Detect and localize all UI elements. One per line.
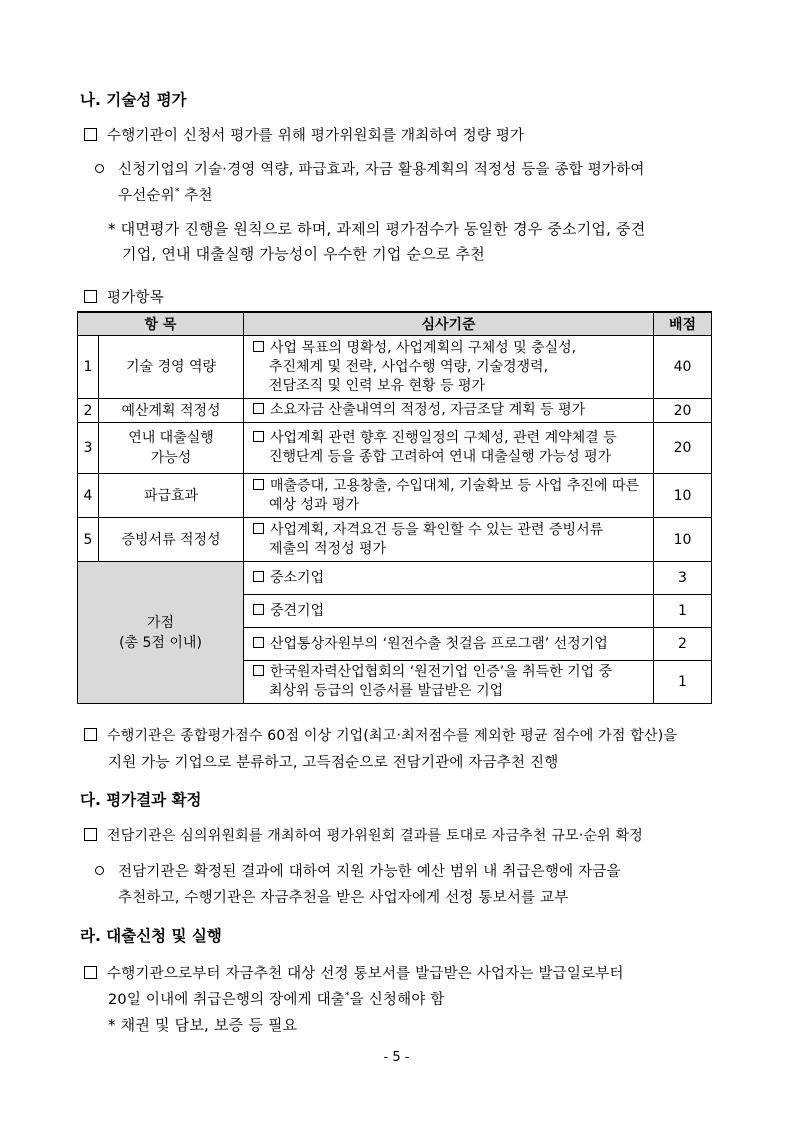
checkbox-square-icon: [84, 728, 97, 741]
table-row: 3 연내 대출실행 가능성 사업계획 관련 향후 진행일정의 구체성, 관련 계약체결 등 진행단계 등을 종합 고려하여 연내 대출실행 가능성 평가 20: [78, 423, 712, 474]
table-row: 2 예산계획 적정성 소요자금 산출내역의 적정성, 자금조달 계획 등 평가 20: [78, 399, 712, 423]
note-collateral: * 채권 및 담보, 보증 등 필요: [108, 1016, 298, 1034]
checkbox-square-icon: [253, 403, 264, 414]
checkbox-square-icon: [84, 828, 97, 841]
paragraph-score-threshold-line2: 지원 가능 기업으로 분류하고, 고득점순으로 전담기관에 자금추천 진행: [108, 755, 559, 771]
checkbox-square-icon: [253, 341, 264, 352]
paragraph-eval-committee: 수행기관이 신청서 평가를 위해 평가위원회를 개최하여 정량 평가: [84, 124, 524, 145]
section-heading-ra: 라. 대출신청 및 실행: [80, 927, 222, 945]
paragraph-score-threshold: 수행기관은 종합평가점수 60점 이상 기업(최고‧최저점수를 제외한 평균 점수에 가점 합산)을: [84, 725, 677, 745]
checkbox-square-icon: [253, 637, 264, 648]
section-heading-na: 나. 기술성 평가: [80, 91, 187, 109]
paragraph-confirm: 전담기관은 심의위원회를 개최하여 평가위원회 결과를 토대로 자금추천 규모‧순위 확정: [84, 825, 643, 845]
bullet-recommend-line2: 추천하고, 수행기관은 자금추천을 받은 사업자에게 선정 통보서를 교부: [118, 890, 569, 906]
checkbox-square-icon: [253, 523, 264, 534]
header-criteria: 심사기준: [244, 312, 654, 336]
header-item: 항 목: [78, 312, 244, 336]
bullet-recommend: 전담기관은 확정된 결과에 대하여 지원 가능한 예산 범위 내 취급은행에 자금을: [95, 860, 621, 881]
evaluation-table: [77, 311, 712, 704]
section-heading-da: 다. 평가결과 확정: [80, 791, 202, 809]
table-row: 산업통상자원부의 ‘원전수출 첫걸음 프로그램’ 선정기업 2: [78, 628, 712, 661]
table-row: 1 기술 경영 역량 사업 목표의 명확성, 사업계획의 구체성 및 충실성, 추진체계 및 전략, 사업수행 역량, 기술경쟁력, 전담조직 및 인력 보유 현황 등 평가 40: [78, 336, 712, 399]
note-face-to-face-line2: 기업, 연내 대출실행 가능성이 우수한 기업 순으로 추천: [122, 245, 485, 263]
checkbox-square-icon: [253, 479, 264, 490]
checkbox-square-icon: [253, 665, 264, 676]
checkbox-square-icon: [84, 128, 97, 141]
circle-bullet-icon: [95, 164, 104, 173]
bonus-label: 가점 (총 5점 이내): [78, 562, 244, 704]
paragraph-loan-apply-line2: 20일 이내에 취급은행의 장에게 대출*을 신청해야 함: [108, 991, 445, 1008]
checkbox-square-icon: [253, 604, 264, 615]
checkbox-square-icon: [84, 966, 97, 979]
table-row: 5 증빙서류 적정성 사업계획, 자격요건 등을 확인할 수 있는 관련 증빙서류 제출의 적정성 평가 10: [78, 518, 712, 562]
table-row: 한국원자력산업협회의 ‘원전기업 인증’을 취득한 기업 중 최상위 등급의 인증서를 발급받은 기업 1: [78, 661, 712, 704]
table-row: 중견기업 1: [78, 595, 712, 628]
circle-bullet-icon: [95, 866, 104, 875]
note-face-to-face: * 대면평가 진행을 원칙으로 하며, 과제의 평가점수가 동일한 경우 중소기업, 중견: [108, 220, 646, 238]
bullet-priority-line2: 우선순위* 추천: [118, 187, 213, 204]
table-row: 가점 (총 5점 이내) 중소기업 3: [78, 562, 712, 595]
bullet-priority: 신청기업의 기술‧경영 역량, 파급효과, 자금 활용계획의 적정성 등을 종합 평가하여: [95, 158, 645, 179]
paragraph-eval-items: 평가항목: [84, 286, 164, 307]
header-score: 배점: [654, 312, 712, 336]
table-row: 4 파급효과 매출증대, 고용창출, 수입대체, 기술확보 등 사업 추진에 따른 예상 성과 평가 10: [78, 474, 712, 518]
paragraph-loan-apply: 수행기관으로부터 자금추천 대상 선정 통보서를 발급받은 사업자는 발급일로부터: [84, 962, 624, 983]
checkbox-square-icon: [253, 431, 264, 442]
checkbox-square-icon: [84, 290, 97, 303]
checkbox-square-icon: [253, 571, 264, 582]
page-number: - 5 -: [383, 1050, 410, 1065]
